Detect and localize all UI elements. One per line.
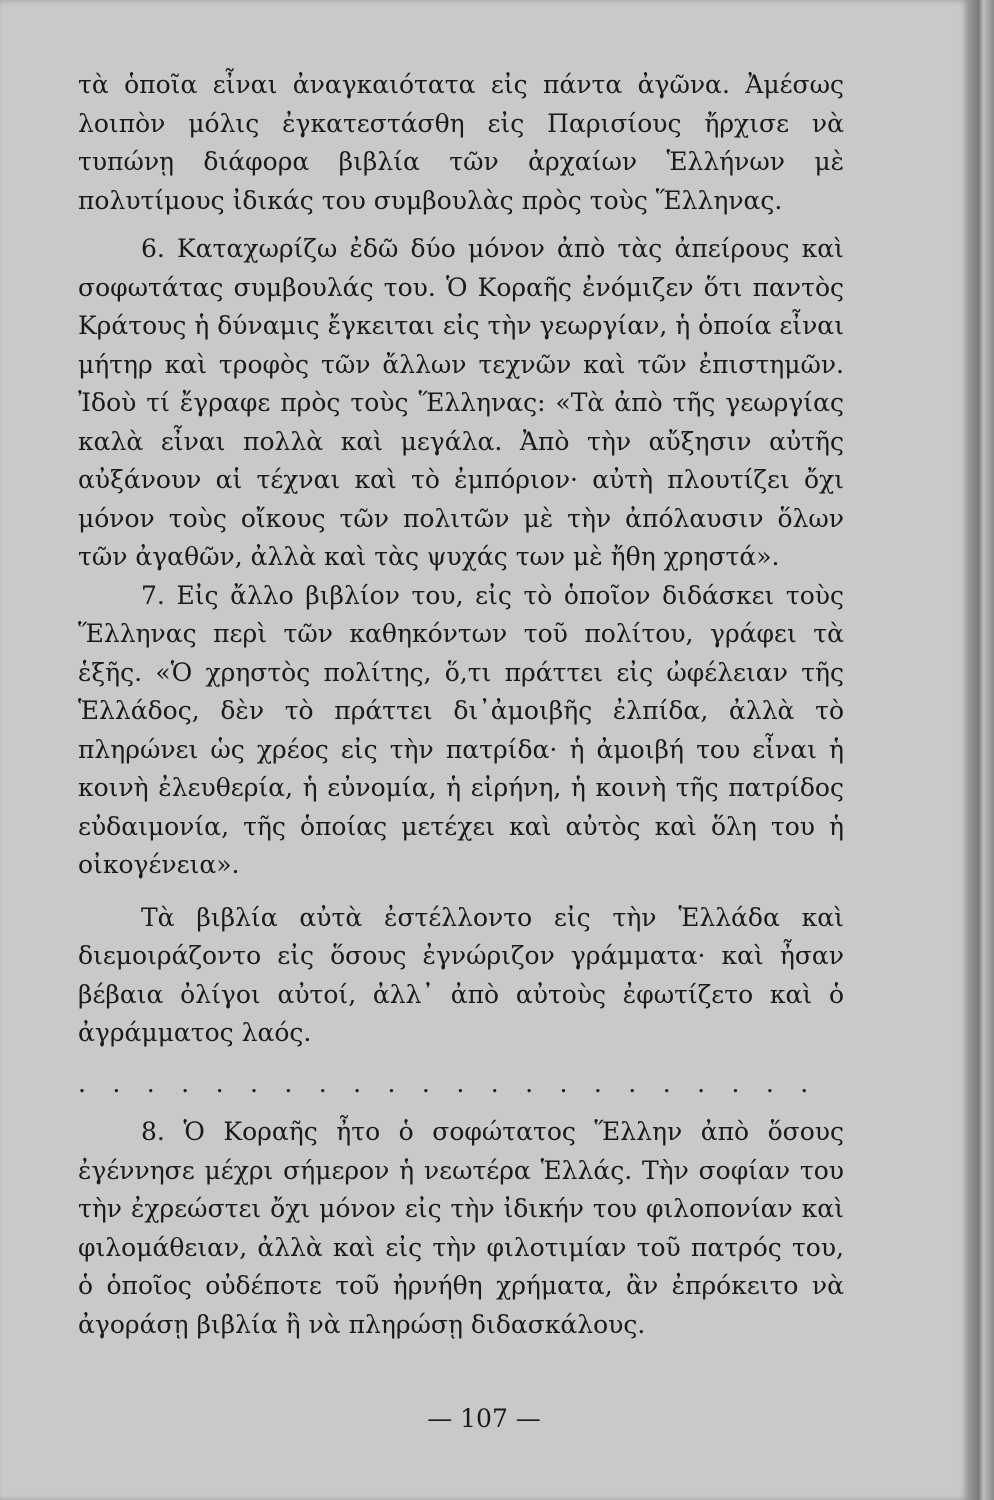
- paragraph-7: 7. Εἰς ἄλλο βιβλίον του, εἰς τὸ ὁποῖον διδάσκει τοὺς Ἕλληνας περὶ τῶν καθηκόντων τοῦ πολίτου, γράφει τὰ ἑξῆς. «Ὁ χρηστὸς πολίτης, ὅ,τι πράττει εἰς ὠφέλειαν τῆς Ἑλλάδος, δὲν τὸ πράττει δι᾽ἀμοιβῆς ἐλπίδα, ἀλλὰ τὸ πληρώνει ὡς χρέος εἰς τὴν πατρίδα· ἡ ἀμοιβή του εἶναι ἡ κοινὴ ἐλευθερία, ἡ εὐνομία, ἡ εἰρήνη, ἡ κοινὴ τῆς πατρίδος εὐδαιμονία, τῆς ὁποίας μετέχει καὶ αὐτὸς καὶ ὅλη του ἡ οἰκογένεια».: [78, 580, 844, 879]
- page-edge-shadow: [968, 0, 994, 1500]
- page-number: — 107 —: [427, 1404, 541, 1433]
- paragraph-continuation: τὰ ὁποῖα εἶναι ἀναγκαιότατα εἰς πάντα ἀγῶνα. Ἀμέσως λοιπὸν μόλις ἐγκατεστάσθη εἰς Παρισίους ἤρχισε νὰ τυπώνῃ διάφορα βιβλία τῶν ἀρχαίων Ἑλλήνων μὲ πολυτίμους ἰδικάς του συμβουλὰς πρὸς τοὺς Ἕλληνας.: [78, 70, 844, 215]
- page-body-text: [78, 66, 844, 1344]
- paragraph-6: 6. Καταχωρίζω ἐδῶ δύο μόνον ἀπὸ τὰς ἀπείρους καὶ σοφωτάτας συμβουλάς του. Ὁ Κοραῆς ἐνόμιζεν ὅτι παντὸς Κράτους ἡ δύναμις ἔγκειται εἰς τὴν γεωργίαν, ἡ ὁποία εἶναι μήτηρ καὶ τροφὸς τῶν ἄλλων τεχνῶν καὶ τῶν ἐπιστημῶν. Ἰδοὺ τί ἔγραφε πρὸς τοὺς Ἕλληνας: «Τὰ ἀπὸ τῆς γεωργίας καλὰ εἶναι πολλὰ καὶ μεγάλα. Ἀπὸ τὴν αὔξησιν αὐτῆς αὐξάνουν αἱ τέχναι καὶ τὸ ἐμπόριον· αὐτὴ πλουτίζει ὄχι μόνον τοὺς οἴκους τῶν πολιτῶν μὲ τὴν ἀπόλαυσιν ὅλων τῶν ἀγαθῶν, ἀλλὰ καὶ τὰς ψυχάς των μὲ ἤθη χρηστά».: [78, 234, 844, 571]
- paragraph-books-sent: Τὰ βιβλία αὐτὰ ἐστέλλοντο εἰς τὴν Ἑλλάδα καὶ διεμοιράζοντο εἰς ὅσους ἐγνώριζον γράμματα· καὶ ἦσαν βέβαια ὀλίγοι αὐτοί, ἀλλ᾽ ἀπὸ αὐτοὺς ἐφωτίζετο καὶ ὁ ἀγράμματος λαός.: [78, 902, 844, 1047]
- ellipsis-row: . . . . . . . . . . . . . . . . . . . . . .: [78, 1068, 809, 1098]
- ellipsis-separator: [78, 1065, 844, 1104]
- paragraph-8: 8. Ὁ Κοραῆς ἦτο ὁ σοφώτατος Ἕλλην ἀπὸ ὅσους ἐγέννησε μέχρι σήμερον ἡ νεωτέρα Ἑλλάς. Τὴν σοφίαν του τὴν ἐχρεώστει ὄχι μόνον εἰς τὴν ἰδικήν του φιλοπονίαν καὶ φιλομάθειαν, ἀλλὰ καὶ εἰς τὴν φιλοτιμίαν τοῦ πατρός του, ὁ ὁποῖος οὐδέποτε τοῦ ἠρνήθη χρήματα, ἂν ἐπρόκειτο νὰ ἀγοράσῃ βιβλία ἢ νὰ πληρώσῃ διδασκάλους.: [78, 1117, 844, 1339]
